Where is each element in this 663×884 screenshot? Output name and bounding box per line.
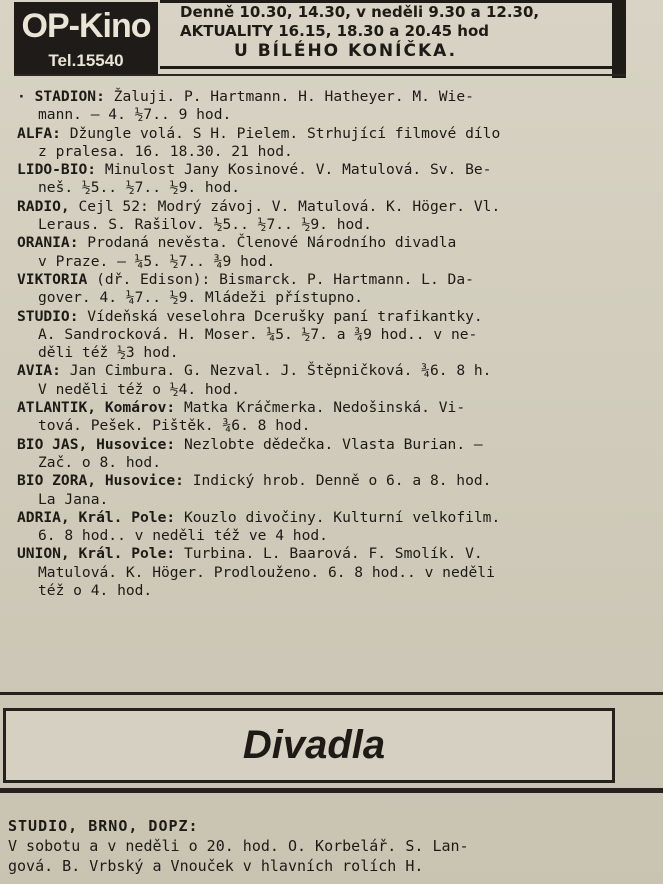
entry-text: Džungle volá. S H. Pielem. Strhující filmové dílo [60,124,501,142]
entry-first-line [17,198,637,216]
cinema-entry [17,88,637,125]
entry-continuation-line [17,582,637,600]
entry-text: Cejl 52: Modrý závoj. V. Matulová. K. Höger. Vl. [69,197,501,215]
header-right-bar [612,0,626,78]
header-bottom-rule [14,74,626,76]
entry-continuation-line [17,564,637,582]
cinema-name: BIO ZORA, Husovice: [17,472,184,490]
entry-continuation-line [17,326,637,344]
entry-first-line [17,399,637,417]
entry-first-line [17,509,637,527]
entry-text: (dř. Edison): Bismarck. P. Hartmann. L. Da- [87,270,474,288]
cinema-entry [17,234,637,271]
entry-text: Vídeňská veselohra Dcerušky paní trafikantky. [78,307,483,325]
cinema-name: LIDO-BIO: [17,161,97,179]
entry-text: Turbina. L. Baarová. F. Smolík. V. [175,545,483,563]
entry-text: z pralesa. 16. 18.30. 21 hod. [38,142,293,160]
entry-text: 6. 8 hod.. v neděli též ve 4 hod. [38,527,328,545]
entry-first-line [17,125,637,143]
cinema-entry [17,125,637,162]
entry-text: La Jana. [38,490,109,508]
divadla-banner [3,708,615,783]
cinema-name: · STADION: [17,88,105,105]
entry-text: gover. 4. ¼7.. ½9. Mládeži přístupno. [38,289,364,307]
cinema-entry [17,271,637,308]
logo-title: OP-Kino [21,7,151,45]
entry-text: Indický hrob. Denně o 6. a 8. hod. [183,472,492,490]
cinema-entry [17,362,637,399]
entry-text: Kouzlo divočiny. Kulturní velkofilm. [175,508,501,526]
cinema-name: ATLANTIK, Komárov: [17,399,176,417]
entry-first-line [17,436,637,454]
entry-text: mann. — 4. ½7.. 9 hod. [38,106,232,124]
entry-text: neš. ½5.. ½7.. ½9. hod. [38,179,241,197]
cinema-name: BIO JAS, Husovice: [17,435,176,453]
cinema-entry [17,436,637,473]
cinema-entry [17,399,637,436]
banner-top-rule [0,692,663,695]
cinema-name: RADIO, [17,197,70,215]
header-newsreel: AKTUALITY 16.15, 18.30 a 20.45 hod [180,22,490,40]
entry-text: též o 4. hod. [38,582,153,600]
entry-continuation-line [17,143,637,161]
entry-text: A. Sandrocková. H. Moser. ¼5. ½7. a ¾9 hod.. v ne- [38,325,478,343]
cinema-name: AVIA: [17,362,61,380]
theatre-line: V sobotu a v neděli o 20. hod. O. Korbelář. S. Lan- [8,837,469,855]
entry-continuation-line [17,216,637,234]
entry-continuation-line [17,381,637,399]
entry-first-line [17,161,637,179]
entry-text: V neděli též o ½4. hod. [38,380,241,398]
cinema-name: ORANIA: [17,234,79,252]
entry-first-line [17,472,637,490]
cinema-name: UNION, Král. Pole: [17,545,176,563]
entry-continuation-line [17,289,637,307]
cinema-entry [17,161,637,198]
banner-bottom-rule [0,788,663,793]
cinema-listings [17,88,637,600]
entry-text: Prodaná nevěsta. Členové Národního divadla [78,234,457,252]
op-kino-logo [14,2,158,74]
cinema-name: ADRIA, Král. Pole: [17,508,176,526]
cinema-name: STUDIO: [17,307,79,325]
theatre-line: gová. B. Vrbský a Vnouček v hlavních rolích H. [8,857,424,875]
cinema-entry [17,198,637,235]
cinema-name: VIKTORIA [17,270,88,288]
header-showtimes: Denně 10.30, 14.30, v neděli 9.30 a 12.30, [180,3,540,21]
entry-continuation-line [17,179,637,197]
entry-first-line [17,362,637,380]
entry-text: děli též ½3 hod. [38,344,179,362]
entry-text: tová. Pešek. Pištěk. ¾6. 8 hod. [38,417,311,435]
entry-text: Jan Cimbura. G. Nezval. J. Štěpničková. ¾6. 8 h. [60,362,492,380]
entry-first-line [17,234,637,252]
entry-text: Matka Kráčmerka. Nedošinská. Vi- [175,399,466,417]
banner-title: Divadla [242,723,386,767]
entry-text: Zač. o 8. hod. [38,453,162,471]
entry-continuation-line [17,106,637,124]
logo-phone: Tel.15540 [48,51,124,70]
entry-first-line [17,271,637,289]
entry-continuation-line [17,491,637,509]
theatre-section [8,816,648,876]
header-underline [160,66,620,69]
entry-text: Matulová. K. Höger. Prodlouženo. 6. 8 hod.. v neděli [38,563,495,581]
entry-text: Nezlobte dědečka. Vlasta Burian. — [175,435,483,453]
cinema-entry [17,308,637,363]
entry-text: Žaluji. P. Hartmann. H. Hatheyer. M. Wie- [104,88,474,105]
cinema-entry [17,509,637,546]
entry-continuation-line [17,344,637,362]
entry-first-line [17,545,637,563]
entry-text: Leraus. S. Rašilov. ½5.. ½7.. ½9. hod. [38,216,372,234]
cinema-entry [17,472,637,509]
entry-continuation-line [17,527,637,545]
header-venue: U BÍLÉHO KONÍČKA. [234,41,458,61]
entry-first-line [17,88,637,106]
entry-first-line [17,308,637,326]
entry-continuation-line [17,253,637,271]
entry-continuation-line [17,454,637,472]
cinema-entry [17,545,637,600]
entry-continuation-line [17,417,637,435]
theatre-heading: STUDIO, BRNO, DOPZ: [8,817,199,835]
cinema-name: ALFA: [17,124,61,142]
entry-text: v Praze. — ¼5. ½7.. ¾9 hod. [38,252,276,270]
entry-text: Minulost Jany Kosinové. V. Matulová. Sv. Be- [96,161,492,179]
